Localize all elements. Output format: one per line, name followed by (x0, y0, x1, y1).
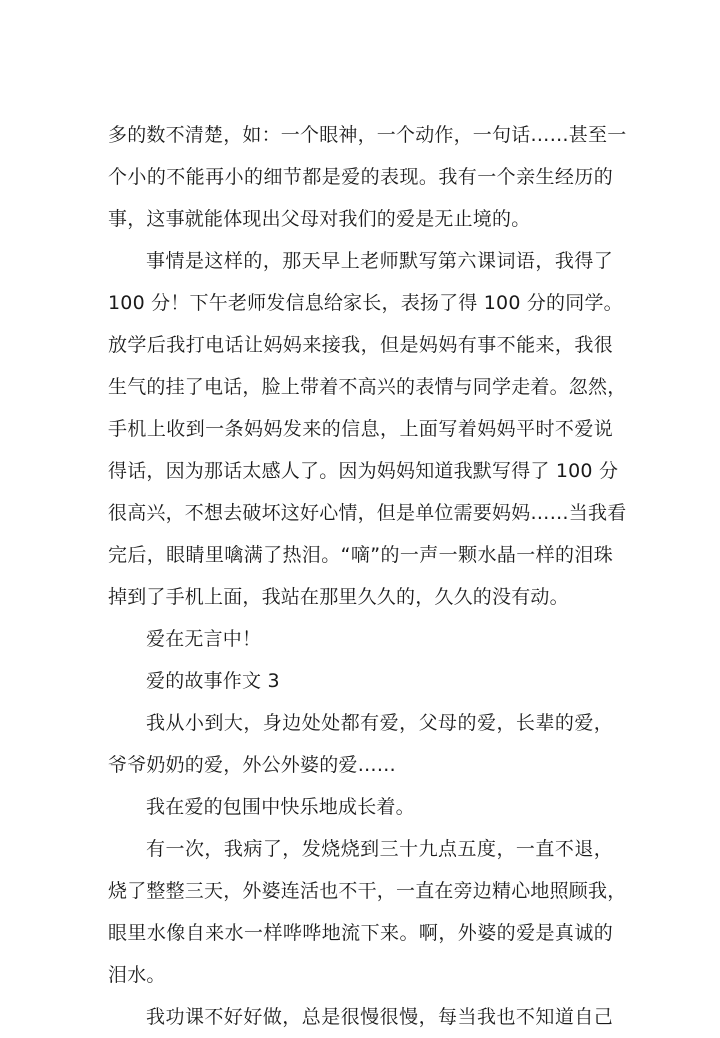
text-line: 掉到了手机上面，我站在那里久久的，久久的没有动。 (108, 586, 569, 608)
text-line: 爷爷奶奶的爱，外公外婆的爱…… (108, 754, 397, 776)
text-line: 放学后我打电话让妈妈来接我，但是妈妈有事不能来，我很 (108, 334, 613, 356)
text-line: 事，这事就能体现出父母对我们的爱是无止境的。 (108, 208, 531, 230)
paragraph-line: 我在爱的包围中快乐地成长着。 (146, 796, 415, 818)
text-line: 得话，因为那话太感人了。因为妈妈知道我默写得了 100 分 (108, 460, 619, 482)
text-line: 生气的挂了电话，脸上带着不高兴的表情与同学走着。忽然， (108, 376, 627, 398)
paragraph-start-line: 事情是这样的，那天早上老师默写第六课词语，我得了 (146, 250, 613, 272)
text-line: 泪水。 (108, 964, 166, 986)
text-line: 100 分！下午老师发信息给家长，表扬了得 100 分的同学。 (108, 292, 623, 314)
text-line: 烧了整整三天，外婆连活也不干，一直在旁边精心地照顾我， (108, 880, 627, 902)
text-line: 很高兴，不想去破坏这好心情，但是单位需要妈妈……当我看 (108, 502, 627, 524)
text-line: 眼里水像自来水一样哗哗地流下来。啊，外婆的爱是真诚的 (108, 922, 613, 944)
text-line: 多的数不清楚，如：一个眼神，一个动作，一句话……甚至一 (108, 124, 627, 146)
text-line: 手机上收到一条妈妈发来的信息，上面写着妈妈平时不爱说 (108, 418, 613, 440)
text-line: 个小的不能再小的细节都是爱的表现。我有一个亲生经历的 (108, 166, 613, 188)
paragraph-start-line: 有一次，我病了，发烧烧到三十九点五度，一直不退， (146, 838, 613, 860)
section-title: 爱的故事作文 3 (146, 670, 280, 692)
paragraph-start-line: 我功课不好好做，总是很慢很慢，每当我也不知道自己 (146, 1006, 613, 1028)
document-body (108, 114, 627, 1038)
paragraph-line: 爱在无言中！ (146, 628, 262, 650)
text-line: 完后，眼睛里噙满了热泪。“嘀”的一声一颗水晶一样的泪珠 (108, 544, 613, 566)
paragraph-start-line: 我从小到大，身边处处都有爱，父母的爱，长辈的爱， (146, 712, 613, 734)
